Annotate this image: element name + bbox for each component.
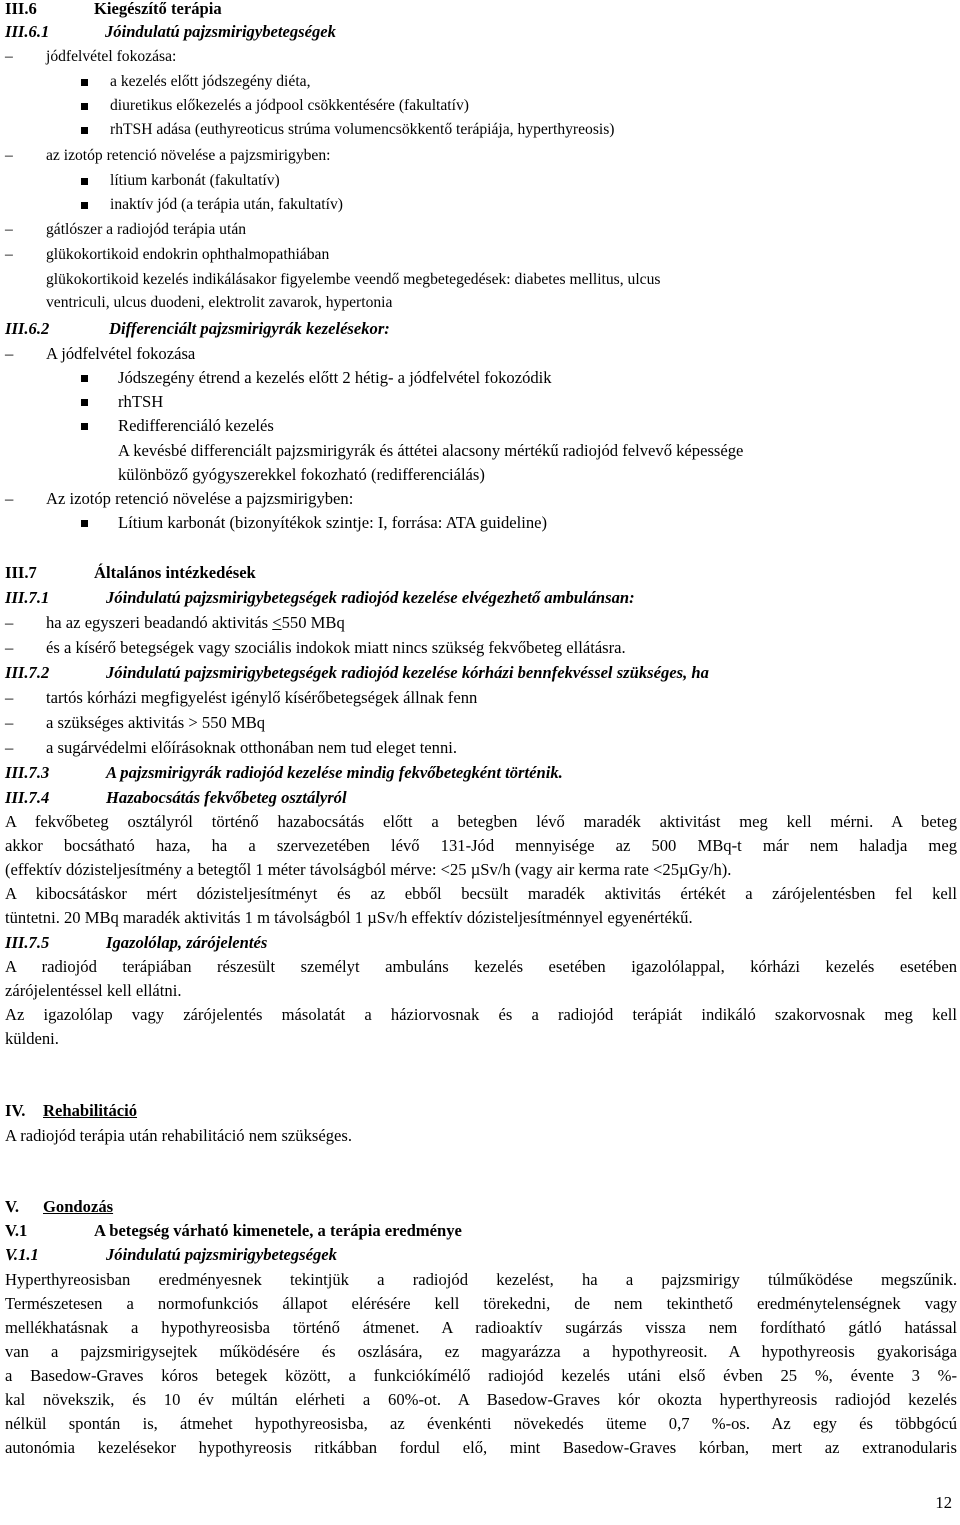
section-number: IV. xyxy=(5,1101,26,1120)
section-number: III.6 xyxy=(5,0,37,18)
list-item-text: a szükséges aktivitás > 550 MBq xyxy=(46,713,266,732)
section-heading-v-1-1 xyxy=(5,1245,337,1265)
section-heading-iii-7-4 xyxy=(5,788,347,808)
section-title: Általános intézkedések xyxy=(94,563,256,582)
list-item-text: Lítium karbonát (bizonyítékok szintje: I, forrása: ATA guideline) xyxy=(118,513,548,532)
section-number: III.7.3 xyxy=(5,763,50,782)
dash-bullet: – xyxy=(5,48,13,65)
section-title: Rehabilitáció xyxy=(43,1101,138,1120)
dash-bullet: – xyxy=(5,221,13,238)
list-item-text: a kezelés előtt jódszegény diéta, xyxy=(110,73,311,90)
list-item-text-part: 550 MBq xyxy=(281,613,345,632)
section-number: III.7 xyxy=(5,563,37,582)
dash-bullet: – xyxy=(5,688,14,707)
paragraph-line: kal növekszik, és 10 év múltán elérheti a 60%-ot. A Basedow-Graves kór okozta hyperthyreosis radiojód kezelés xyxy=(5,1390,957,1409)
square-bullet-icon xyxy=(81,375,88,382)
section-title: Kiegészítő terápia xyxy=(94,0,222,18)
square-bullet-icon xyxy=(81,79,88,86)
section-heading-v xyxy=(5,1197,114,1217)
section-number: III.7.2 xyxy=(5,663,50,682)
paragraph-line: A kevésbé differenciált pajzsmirigyrák és áttétei alacsony mértékű radiojód felvevő képessége xyxy=(118,441,744,460)
less-equal-sign: < xyxy=(272,613,282,632)
dash-bullet: – xyxy=(5,344,14,363)
section-number: V. xyxy=(5,1197,19,1216)
list-item-text: glükokortikoid endokrin ophthalmopathiában xyxy=(46,246,330,263)
square-bullet-icon xyxy=(81,202,88,209)
section-title: A betegség várható kimenetele, a terápia eredménye xyxy=(94,1221,462,1240)
list-item-text: Redifferenciáló kezelés xyxy=(118,416,274,435)
section-heading-v-1 xyxy=(5,1221,462,1241)
list-item-text: rhTSH adása (euthyreoticus strúma volumencsökkentő terápiája, hyperthyreosis) xyxy=(110,121,615,138)
section-number: V.1 xyxy=(5,1221,28,1240)
section-title: Gondozás xyxy=(43,1197,114,1216)
section-heading-iii-7 xyxy=(5,563,256,583)
page-number: 12 xyxy=(935,1493,952,1512)
list-item-text: inaktív jód (a terápia után, fakultatív) xyxy=(110,196,343,213)
square-bullet-icon xyxy=(81,103,88,110)
list-item-text xyxy=(46,613,345,633)
dash-bullet: – xyxy=(5,738,14,757)
paragraph-line: ventriculi, ulcus duodeni, elektrolit zavarok, hypertonia xyxy=(46,294,393,311)
list-item-text: gátlószer a radiojód terápia után xyxy=(46,221,247,238)
square-bullet-icon xyxy=(81,178,88,185)
section-number: III.7.1 xyxy=(5,588,50,607)
dash-bullet: – xyxy=(5,489,14,508)
paragraph-line: A kibocsátáskor mért dózisteljesítményt és az ebből becsült maradék aktivitás értékét a zárójelentésben fel kell xyxy=(5,884,957,903)
square-bullet-icon xyxy=(81,520,88,527)
dash-bullet: – xyxy=(5,246,13,263)
paragraph-line: Természetesen a normofunkciós állapot elérésére kell törekedni, de nem tekinthető eredménytelenségnek vagy xyxy=(5,1294,957,1313)
list-item-text: Jódszegény étrend a kezelés előtt 2 hétig- a jódfelvétel fokozódik xyxy=(118,368,552,387)
section-title: Jóindulatú pajzsmirigybetegségek radiojód kezelése kórházi bennfekvéssel szükséges, ha xyxy=(106,663,709,682)
square-bullet-icon xyxy=(81,399,88,406)
section-heading-iv xyxy=(5,1101,138,1121)
list-item-text: jódfelvétel fokozása: xyxy=(46,48,177,65)
section-title: Jóindulatú pajzsmirigybetegségek radiojód kezelése elvégezhető ambulánsan: xyxy=(106,588,635,607)
section-heading-iii-6 xyxy=(5,0,222,19)
list-item-text: a sugárvédelmi előírásoknak otthonában nem tud eleget tenni. xyxy=(46,738,458,757)
paragraph-line: A radiojód terápiában részesült személyt ambuláns kezelés esetében igazolólappal, kórházi kezelés esetében xyxy=(5,957,957,976)
paragraph-line: Hyperthyreosisban eredményesnek tekintjük a radiojód kezelést, ha a pajzsmirigy túlműködése megszűnik. xyxy=(5,1270,957,1289)
section-title: Igazolólap, zárójelentés xyxy=(106,933,268,952)
dash-bullet: – xyxy=(5,147,13,164)
section-title: Differenciált pajzsmirigyrák kezelésekor: xyxy=(109,319,390,338)
list-item-text: és a kísérő betegségek vagy szociális indokok miatt nincs szükség fekvőbeteg ellátásra. xyxy=(46,638,626,657)
section-number: III.6.1 xyxy=(5,22,50,41)
paragraph-line: zárójelentéssel kell ellátni. xyxy=(5,981,182,1000)
section-heading-iii-6-1 xyxy=(5,22,336,42)
paragraph-line: (effektív dózisteljesítmény a betegtől 1 méter távolságból mérve: <25 µSv/h (vagy air kerma rate <25µGy/h). xyxy=(5,860,732,879)
paragraph-line: glükokortikoid kezelés indikálásakor figyelembe veendő megbetegedések: diabetes mellitus, ulcus xyxy=(46,271,661,288)
dash-bullet: – xyxy=(5,713,14,732)
list-item-text: tartós kórházi megfigyelést igénylő kísérőbetegségek állnak fenn xyxy=(46,688,478,707)
paragraph-line: különböző gyógyszerekkel fokozható (redifferenciálás) xyxy=(118,465,485,484)
list-item-text-part: ha az egyszeri beadandó aktivitás xyxy=(46,613,273,632)
dash-bullet: – xyxy=(5,638,14,657)
list-item-text: diuretikus előkezelés a jódpool csökkentésére (fakultatív) xyxy=(110,97,469,114)
section-heading-iii-7-3 xyxy=(5,763,563,783)
paragraph-line: Az igazolólap vagy zárójelentés másolatát a háziorvosnak és a radiojód terápiát indikáló szakorvosnak meg kell xyxy=(5,1005,957,1024)
square-bullet-icon xyxy=(81,423,88,430)
paragraph-line: küldeni. xyxy=(5,1029,59,1048)
section-title: Jóindulatú pajzsmirigybetegségek xyxy=(106,1245,337,1264)
paragraph-line: van a pajzsmirigysejtek működésére és oszlására, ez magyarázza a hypothyreosit. A hypothyreosis gyakorisága xyxy=(5,1342,957,1361)
paragraph-line: akkor bocsátható haza, ha a szervezetében lévő 131-Jód mennyisége az 500 MBq-t már nem haladja meg xyxy=(5,836,957,855)
paragraph-line: nélkül spontán is, átmehet hypothyreosisba, az évenkénti növekedés üteme 0,7 %-os. Az egy és többgócú xyxy=(5,1414,957,1433)
section-number: III.6.2 xyxy=(5,319,50,338)
list-item-text: lítium karbonát (fakultatív) xyxy=(110,172,280,189)
paragraph-line: mellékhatásnak a hypothyreosisba történő átmenet. A radioaktív sugárzás vissza nem fordítható gátló hatással xyxy=(5,1318,957,1337)
list-item-text: Az izotóp retenció növelése a pajzsmirigyben: xyxy=(46,489,354,508)
paragraph-line: A radiojód terápia után rehabilitáció nem szükséges. xyxy=(5,1126,352,1145)
paragraph-line: a Basedow-Graves kóros betegek között, a funkciókímélő radiojód kezelés utáni első évben 25 %, évente 3 %- xyxy=(5,1366,957,1385)
list-item-text: rhTSH xyxy=(118,392,164,411)
paragraph-line: A fekvőbeteg osztályról történő hazabocsátás előtt a betegben lévő maradék aktivitást meg kell mérni. A beteg xyxy=(5,812,957,831)
list-item-text: A jódfelvétel fokozása xyxy=(46,344,196,363)
paragraph-line: autonómia kezelésekor hypothyreosis ritkábban fordul elő, mint Basedow-Graves kórban, mert az extranodularis xyxy=(5,1438,957,1457)
section-title: Jóindulatú pajzsmirigybetegségek xyxy=(105,22,336,41)
section-number: V.1.1 xyxy=(5,1245,39,1264)
section-title: A pajzsmirigyrák radiojód kezelése mindig fekvőbetegként történik. xyxy=(106,763,563,782)
section-heading-iii-7-5 xyxy=(5,933,268,953)
section-heading-iii-7-2 xyxy=(5,663,709,683)
section-number: III.7.4 xyxy=(5,788,50,807)
list-item-text: az izotóp retenció növelése a pajzsmirigyben: xyxy=(46,147,331,164)
paragraph-line: tüntetni. 20 MBq maradék aktivitás 1 m távolságból 1 µSv/h effektív dózisteljesítménnyel egyenértékű. xyxy=(5,908,693,927)
section-number: III.7.5 xyxy=(5,933,50,952)
section-title: Hazabocsátás fekvőbeteg osztályról xyxy=(106,788,347,807)
square-bullet-icon xyxy=(81,127,88,134)
section-heading-iii-6-2 xyxy=(5,319,390,339)
section-heading-iii-7-1 xyxy=(5,588,635,608)
dash-bullet: – xyxy=(5,613,14,632)
